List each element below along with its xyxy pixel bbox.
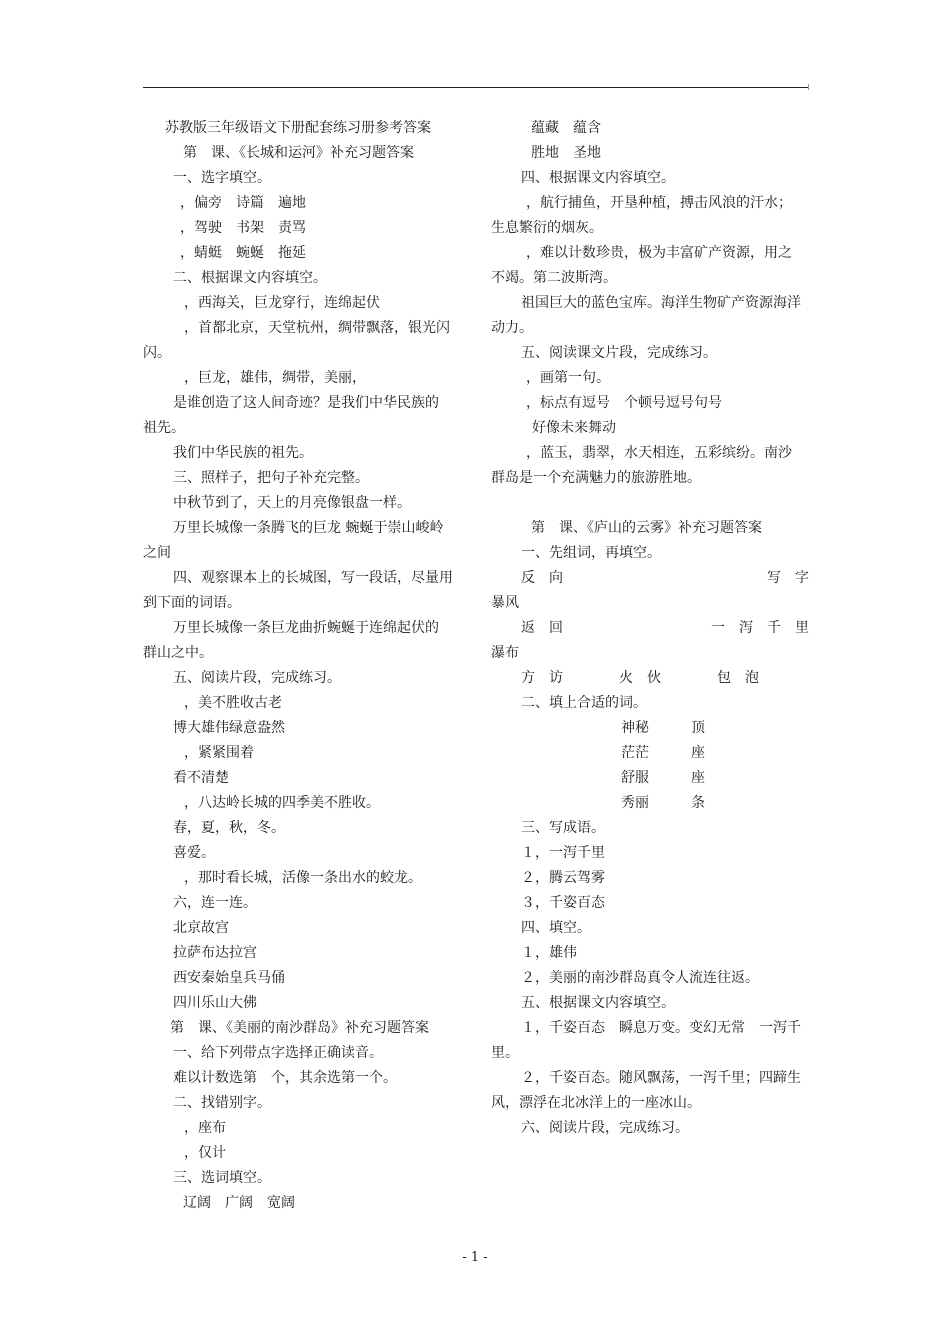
- text-line: 四川乐山大佛: [173, 995, 257, 1011]
- text-line: 拉萨布达拉宫: [173, 945, 257, 961]
- text-line: ２，千姿百态。随风飘荡，一泻千里；四蹄生: [521, 1070, 801, 1086]
- text-line: ，标点有逗号 个顿号逗号句号: [526, 395, 722, 411]
- text-line: ，西海关，巨龙穿行，连绵起伏: [184, 295, 380, 311]
- text-line-pair: [491, 566, 809, 591]
- text-line: 动力。: [491, 320, 533, 336]
- text-line: 一、选字填空。: [173, 170, 271, 186]
- text-line: 五、阅读片段，完成练习。: [173, 670, 341, 686]
- text-line: ，座布: [184, 1120, 226, 1136]
- text-line: ，航行捕鱼，开垦种植，搏击风浪的汗水；: [526, 195, 792, 211]
- text-line: 暴风: [491, 595, 519, 611]
- text-line: 祖先。: [143, 420, 185, 436]
- text-line: 瀑布: [491, 645, 519, 661]
- text-line: 第 课、《长城和运河》补充习题答案: [183, 145, 414, 161]
- text-line: 闪。: [143, 345, 171, 361]
- header-rule-tick: [808, 84, 809, 90]
- text-line: ，画第一句。: [526, 370, 610, 386]
- text-line: 群岛是一个充满魅力的旅游胜地。: [491, 470, 701, 486]
- text-line: 蕴藏 蕴含: [531, 120, 601, 136]
- text-line: 二、找错别字。: [173, 1095, 271, 1111]
- text-line-part: 一 泻 千 里: [711, 620, 809, 636]
- text-line: 喜爱。: [173, 845, 215, 861]
- text-line: ，仅计: [184, 1145, 226, 1161]
- text-line: 北京故宫: [173, 920, 229, 936]
- text-line-part: 返 回: [521, 620, 563, 636]
- text-line: 生息繁衍的烟灰。: [491, 220, 603, 236]
- text-line: 五、阅读课文片段，完成练习。: [521, 345, 717, 361]
- text-line: 四、填空。: [521, 920, 591, 936]
- left-column: [143, 116, 461, 1216]
- text-line: 苏教版三年级语文下册配套练习册参考答案: [165, 120, 431, 136]
- text-line: 胜地 圣地: [531, 145, 601, 161]
- text-line: １，千姿百态 瞬息万变。变幻无常 一泻千: [521, 1020, 801, 1036]
- text-line: 三、照样子，把句子补充完整。: [173, 470, 369, 486]
- text-line: 祖国巨大的蓝色宝库。海洋生物矿产资源海洋: [521, 295, 801, 311]
- header-rule: [143, 87, 809, 88]
- text-line: 五、根据课文内容填空。: [521, 995, 675, 1011]
- text-line: ，驾驶 书架 责骂: [180, 220, 306, 236]
- text-line: 西安秦始皇兵马俑: [173, 970, 285, 986]
- text-line: １，一泻千里: [521, 845, 605, 861]
- text-line-part: 反 向: [521, 570, 563, 586]
- text-line: 博大雄伟绿意盎然: [173, 720, 285, 736]
- text-line: 方 访 火 伙 包 泡: [521, 670, 759, 686]
- text-line: 第 课、《美丽的南沙群岛》补充习题答案: [170, 1020, 429, 1036]
- text-line: 四、根据课文内容填空。: [521, 170, 675, 186]
- text-line: 不竭。第二波斯湾。: [491, 270, 617, 286]
- text-line: 里。: [491, 1045, 519, 1061]
- text-line: 群山之中。: [143, 645, 213, 661]
- text-line: 之间: [143, 545, 171, 561]
- right-column: [491, 116, 809, 1141]
- text-line: 辽阔 广阔 宽阔: [183, 1195, 295, 1211]
- text-line: [491, 491, 809, 516]
- text-line-part: 写 字: [767, 570, 809, 586]
- text-line: ，难以计数珍贵，极为丰富矿产资源，用之: [526, 245, 792, 261]
- text-line: ，偏旁 诗篇 遍地: [180, 195, 306, 211]
- text-line: ３，千姿百态: [521, 895, 605, 911]
- text-line: 秀丽 条: [621, 795, 705, 811]
- text-line: 是谁创造了这人间奇迹？是我们中华民族的: [173, 395, 439, 411]
- text-line: 第 课、《庐山的云雾》补充习题答案: [531, 520, 762, 536]
- text-line: 一、给下列带点字选择正确读音。: [173, 1045, 383, 1061]
- text-line: ，蓝玉，翡翠，水天相连，五彩缤纷。南沙: [526, 445, 792, 461]
- text-line: 六、阅读片段，完成练习。: [521, 1120, 689, 1136]
- text-line: 舒服 座: [621, 770, 705, 786]
- text-line-pair: [491, 616, 809, 641]
- text-line: 我们中华民族的祖先。: [173, 445, 313, 461]
- text-line: 风，漂浮在北冰洋上的一座冰山。: [491, 1095, 701, 1111]
- text-line: 二、填上合适的词。: [521, 695, 647, 711]
- text-line: ，那时看长城，活像一条出水的蛟龙。: [184, 870, 422, 886]
- text-line: 春，夏，秋，冬。: [173, 820, 285, 836]
- text-line: ２，腾云驾雾: [521, 870, 605, 886]
- text-line: 三、选词填空。: [173, 1170, 271, 1186]
- text-line: 六，连一连。: [173, 895, 257, 911]
- text-line: 二、根据课文内容填空。: [173, 270, 327, 286]
- text-line: ，八达岭长城的四季美不胜收。: [184, 795, 380, 811]
- text-line: ，蜻蜓 蜿蜒 拖延: [180, 245, 306, 261]
- text-line: 茫茫 座: [621, 745, 705, 761]
- text-line: ，巨龙，雄伟，绸带，美丽，: [184, 370, 366, 386]
- text-line: 四、观察课本上的长城图，写一段话，尽量用: [173, 570, 453, 586]
- text-line: 万里长城像一条巨龙曲折蜿蜒于连绵起伏的: [173, 620, 439, 636]
- text-line: 神秘 顶: [621, 720, 705, 736]
- text-line: １，雄伟: [521, 945, 577, 961]
- text-line: ，美不胜收古老: [184, 695, 282, 711]
- text-line: 万里长城像一条腾飞的巨龙 蜿蜒于崇山峻岭: [173, 520, 444, 536]
- text-line: ，首都北京，天堂杭州，绸带飘落，银光闪: [184, 320, 450, 336]
- text-line: 三、写成语。: [521, 820, 605, 836]
- text-line: ２，美丽的南沙群岛真令人流连往返。: [521, 970, 759, 986]
- text-line: 到下面的词语。: [143, 595, 241, 611]
- text-line: 中秋节到了，天上的月亮像银盘一样。: [173, 495, 411, 511]
- page-number: - 1 -: [462, 1250, 488, 1265]
- text-line: ，紧紧围着: [184, 745, 254, 761]
- text-line: 好像未来舞动: [532, 420, 616, 436]
- text-line: 一、先组词，再填空。: [521, 545, 661, 561]
- text-line: 看不清楚: [173, 770, 229, 786]
- text-line: 难以计数选第 个，其余选第一个。: [173, 1070, 397, 1086]
